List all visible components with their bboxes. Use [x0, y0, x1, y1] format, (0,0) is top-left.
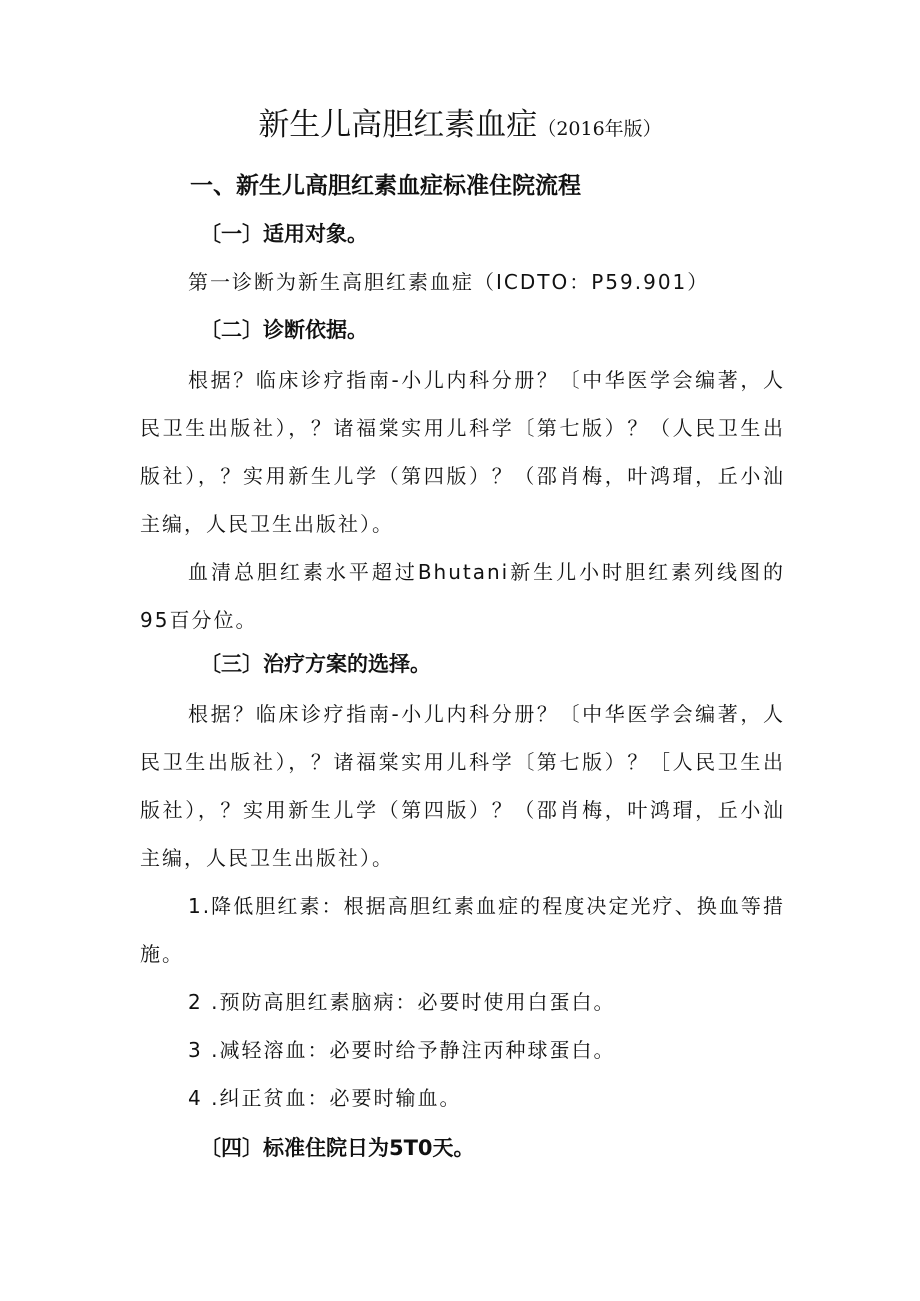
title-edition: （2016年版）	[537, 118, 662, 140]
treatment-basis-paragraph: 根据？临床诊疗指南-小儿内科分册？〔中华医学会编著，人民卫生出版社），？诸福棠实用儿科学〔第七版）？［人民卫生出版社），？实用新生儿学（第四版）？（邵肖梅，叶鸿瑁，丘小汕主编，人民卫生出版社）。	[140, 702, 785, 870]
treatment-item-1: 1.降低胆红素：根据高胆红素血症的程度决定光疗、换血等措施。	[140, 894, 785, 966]
subsection-heading-scope: 〔一〕适用对象。	[200, 222, 368, 246]
title-main: 新生儿高胆红素血症	[258, 107, 538, 143]
section-heading: 一、新生儿高胆红素血症标准住院流程	[190, 173, 581, 199]
diagnosis-code-text: 第一诊断为新生高胆红素血症（ICDTO：P59.901）	[188, 270, 710, 294]
subsection-heading-diagnosis: 〔二〕诊断依据。	[200, 318, 368, 342]
subsection-heading-treatment: 〔三〕治疗方案的选择。	[200, 652, 431, 676]
document-title	[0, 103, 920, 151]
diagnosis-basis-paragraph: 根据？临床诊疗指南-小儿内科分册？〔中华医学会编著，人民卫生出版社），？诸福棠实用儿科学〔第七版）？（人民卫生出版社），？实用新生儿学（第四版）？（邵肖梅，叶鸿瑁，丘小汕主编，人民卫生出版社）。	[140, 368, 785, 536]
treatment-item-3: 3 .减轻溶血：必要时给予静注丙种球蛋白。	[188, 1038, 616, 1062]
treatment-item-4: 4 .纠正贫血：必要时输血。	[188, 1086, 462, 1110]
treatment-item-2: 2 .预防高胆红素脑病：必要时使用白蛋白。	[188, 990, 616, 1014]
bilirubin-criteria-paragraph: 血清总胆红素水平超过Bhutani新生儿小时胆红素列线图的95百分位。	[140, 560, 785, 632]
subsection-heading-stay: 〔四〕标准住院日为5T0天。	[200, 1136, 475, 1160]
